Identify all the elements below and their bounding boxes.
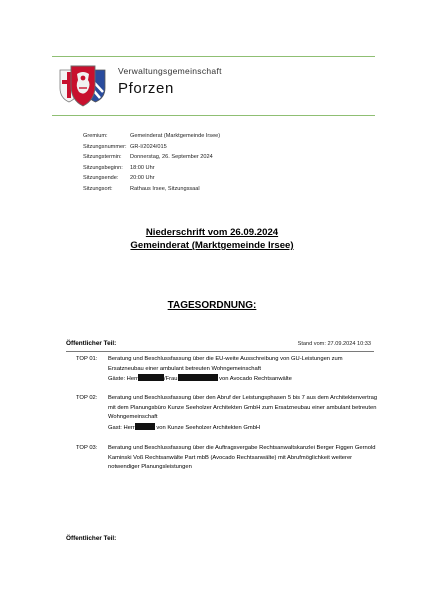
agenda-item-guests-mid: /Frau: [163, 376, 178, 382]
header-bottom-rule: [52, 115, 375, 116]
document-subtitle: Gemeinderat (Marktgemeinde Irsee): [130, 240, 294, 251]
agenda-item-description: Beratung und Beschlussfassung über die Auftragsvergabe Rechtsanwaltskanzlei Berger Figgen Gernold Kaminski Voß Rechtsanwälte Part mbB (Avocado Rechtsanwälte) mit Abrufmöglichkeit weiterer notwendiger Planungsleistungen: [108, 445, 376, 470]
meta-key: Sitzungsbeginn:: [83, 164, 123, 171]
meta-key: Sitzungsnummer:: [83, 143, 127, 150]
meta-row-gremium: [83, 131, 220, 142]
meta-row-sitzungsnummer: [83, 142, 220, 153]
organization-type: Verwaltungsgemeinschaft: [118, 66, 222, 76]
agenda-item-guests-suffix: von Avocado Rechtsanwälte: [219, 376, 292, 382]
agenda-item-text: [108, 444, 378, 473]
meta-row-sitzungsort: [83, 184, 220, 195]
agenda-item-text: [108, 355, 378, 385]
meta-value: Gemeinderat (Marktgemeinde Irsee): [130, 133, 221, 139]
redaction-block: [135, 423, 155, 430]
meta-key: Sitzungsende:: [83, 175, 119, 182]
meta-key: Sitzungstermin:: [83, 154, 122, 161]
agenda-item-number: TOP 01:: [76, 356, 98, 362]
agenda-item-number: TOP 02:: [76, 395, 98, 401]
municipal-coat-of-arms-logo: [58, 62, 108, 108]
public-section-heading-2: Öffentlicher Teil:: [66, 535, 117, 542]
redaction-block: [178, 374, 218, 381]
meta-value: GR-I/2024/015: [130, 143, 167, 150]
redaction-block: [138, 374, 164, 381]
agenda-item-description: Beratung und Beschlussfassung über den Abruf der Leistungsphasen 5 bis 7 aus dem Architektenvertrag mit dem Planungsbüro Kunze Seeholzer Architekten GmbH zum Ersatzneubau einer ambulant betreuten Wohngemeinschaft: [108, 395, 378, 420]
meta-value: 18:00 Uhr: [130, 164, 155, 171]
agenda-item-number: TOP 03:: [76, 445, 98, 451]
public-section-heading: Öffentlicher Teil:: [66, 340, 117, 347]
meta-key: Sitzungsort:: [83, 185, 113, 192]
meta-value: Rathaus Irsee, Sitzungssaal: [130, 185, 200, 192]
agenda-heading: TAGESORDNUNG:: [167, 300, 257, 311]
document-title: Niederschrift vom 26.09.2024: [145, 227, 279, 238]
meta-row-sitzungsende: [83, 173, 220, 184]
meta-key: Gremium:: [83, 133, 108, 139]
stand-timestamp: Stand vom: 27.09.2024 10:33: [297, 341, 371, 347]
agenda-item-guests-suffix: von Kunze Seeholzer Architekten GmbH: [156, 424, 261, 431]
section-divider: [66, 351, 374, 352]
meta-value: Donnerstag, 26. September 2024: [130, 154, 213, 161]
agenda-item-guests-prefix: Gäste: Herr: [108, 376, 138, 382]
meta-value: 20:00 Uhr: [130, 175, 155, 182]
agenda-item-description: Beratung und Beschlussfassung über die EU-weite Ausschreibung von GU-Leistungen zum Ersatzneubau einer ambulant betreuten Wohngemeinschaft: [108, 356, 343, 372]
agenda-item-text: [108, 394, 378, 433]
organization-name: Pforzen: [118, 80, 174, 97]
session-metadata: [83, 131, 220, 195]
agenda-item-guests-prefix: Gast: Herr: [108, 424, 135, 431]
top-rule: [52, 56, 375, 57]
meta-row-sitzungsbeginn: [83, 163, 220, 174]
meta-row-sitzungstermin: [83, 152, 220, 163]
